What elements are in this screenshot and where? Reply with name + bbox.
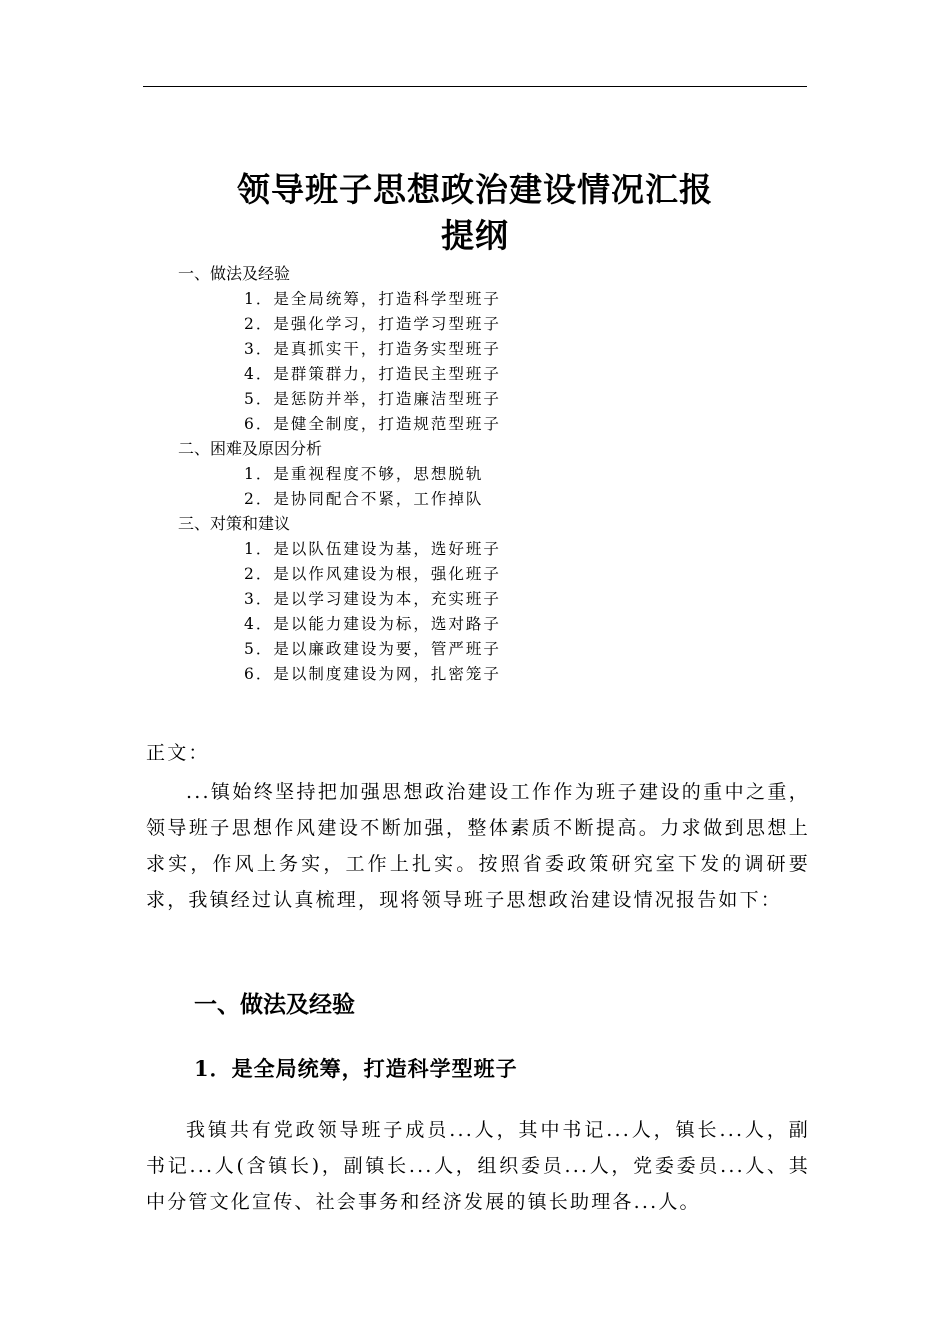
outline-section-heading: 一、做法及经验: [178, 264, 291, 283]
outline-item: 6．是健全制度，打造规范型班子: [244, 415, 501, 433]
outline-item: 3．是真抓实干，打造务实型班子: [244, 340, 501, 358]
document-title: 领导班子思想政治建设情况汇报: [237, 170, 713, 209]
subsection-heading: 1．是全局统筹，打造科学型班子: [194, 1056, 518, 1081]
outline-section-heading: 三、对策和建议: [178, 514, 291, 533]
outline-item: 2．是协同配合不紧，工作掉队: [244, 490, 484, 508]
body-paragraph: 我镇共有党政领导班子成员...人，其中书记...人，镇长...人，副书记...人(含镇长)，副镇长...人，组织委员...人，党委委员...人、其中分管文化宣传、社会事务和经济发展的镇长助理各...人。: [146, 1119, 810, 1213]
outline-item: 6．是以制度建设为网，扎密笼子: [244, 665, 501, 683]
outline-item: 1．是全局统筹，打造科学型班子: [244, 290, 501, 308]
outline-item: 4．是群策群力，打造民主型班子: [244, 365, 501, 383]
outline-item: 4．是以能力建设为标，选对路子: [244, 615, 501, 633]
outline-item: 2．是强化学习，打造学习型班子: [244, 315, 501, 333]
intro-paragraph: ...镇始终坚持把加强思想政治建设工作作为班子建设的重中之重，领导班子思想作风建设不断加强，整体素质不断提高。力求做到思想上求实，作风上务实，工作上扎实。按照省委政策研究室下发的调研要求，我镇经过认真梳理，现将领导班子思想政治建设情况报告如下：: [146, 781, 810, 911]
outline-item: 2．是以作风建设为根，强化班子: [244, 565, 501, 583]
outline-item: 5．是以廉政建设为要，管严班子: [244, 640, 501, 658]
outline-item: 1．是重视程度不够，思想脱轨: [244, 465, 484, 483]
document-subtitle: 提纲: [441, 216, 509, 255]
outline-item: 3．是以学习建设为本，充实班子: [244, 590, 501, 608]
outline-section-heading: 二、困难及原因分析: [178, 439, 323, 458]
body-label: 正文：: [146, 742, 210, 764]
header-rule: [143, 86, 807, 87]
outline-item: 5．是惩防并举，打造廉洁型班子: [244, 390, 501, 408]
section-heading: 一、做法及经验: [194, 992, 355, 1018]
outline-item: 1．是以队伍建设为基，选好班子: [244, 540, 501, 558]
